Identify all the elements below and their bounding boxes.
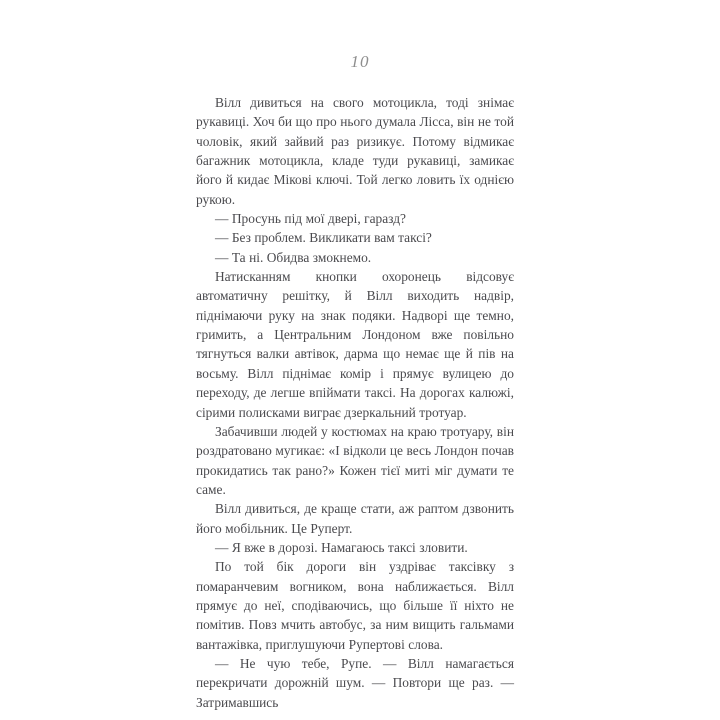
paragraph: Забачивши людей у костюмах на краю тротуару, він роздратовано мугикає: «І відколи це весь Лондон почав прокидатись так рано?» Кожен тієї миті міг думати те саме. bbox=[196, 423, 514, 497]
paragraph: Вілл дивиться на свого мотоцикла, тоді знімає рукавиці. Хоч би що про нього думала Лісса, він не той чоловік, який зайвий раз ризикує. Потому відмикає багажник мотоцикла, кладе туди рукавиці, замикає його й кидає Мікові ключі. Той легко ловить їх однією рукою. bbox=[196, 95, 514, 207]
paragraph: — Не чую тебе, Рупе. — Вілл намагається перекричати дорожній шум. — Повтори ще раз. — Затримавшись bbox=[196, 655, 514, 710]
paragraph: Вілл дивиться, де краще стати, аж раптом дзвонить його мобільник. Це Руперт. bbox=[196, 501, 514, 536]
paragraph: — Та ні. Обидва змокнемо. bbox=[215, 249, 372, 265]
paragraph: Натисканням кнопки охоронець відсовує автоматичну решітку, й Вілл виходить надвір, піднімаючи руку на знак подяки. Надворі ще темно, гримить, а Центральним Лондоном вже повільно тягнуться валки автівок, дарма що немає ще й пів на восьму. Вілл піднімає комір і прямує вулицею до переходу, де легше впіймати таксі. На дорогах калюжі, сірими полисками виграє дзеркальний тротуар. bbox=[196, 269, 514, 420]
paragraph: По той бік дороги він уздріває таксівку з помаранчевим вогником, вона наближається. Вілл прямує до неї, сподіваючись, що більше її ніхто не помітив. Повз мчить автобус, за ним вищить гальмами вантажівка, приглушуючи Рупертові слова. bbox=[196, 559, 514, 652]
page-number: 10 bbox=[350, 52, 370, 71]
body-text-block bbox=[196, 93, 514, 712]
paragraph: — Просунь під мої двері, гаразд? bbox=[215, 211, 406, 227]
paragraph: — Я вже в дорозі. Намагаюсь таксі зловити. bbox=[215, 539, 468, 555]
paragraph: — Без проблем. Викликати вам таксі? bbox=[215, 230, 432, 246]
